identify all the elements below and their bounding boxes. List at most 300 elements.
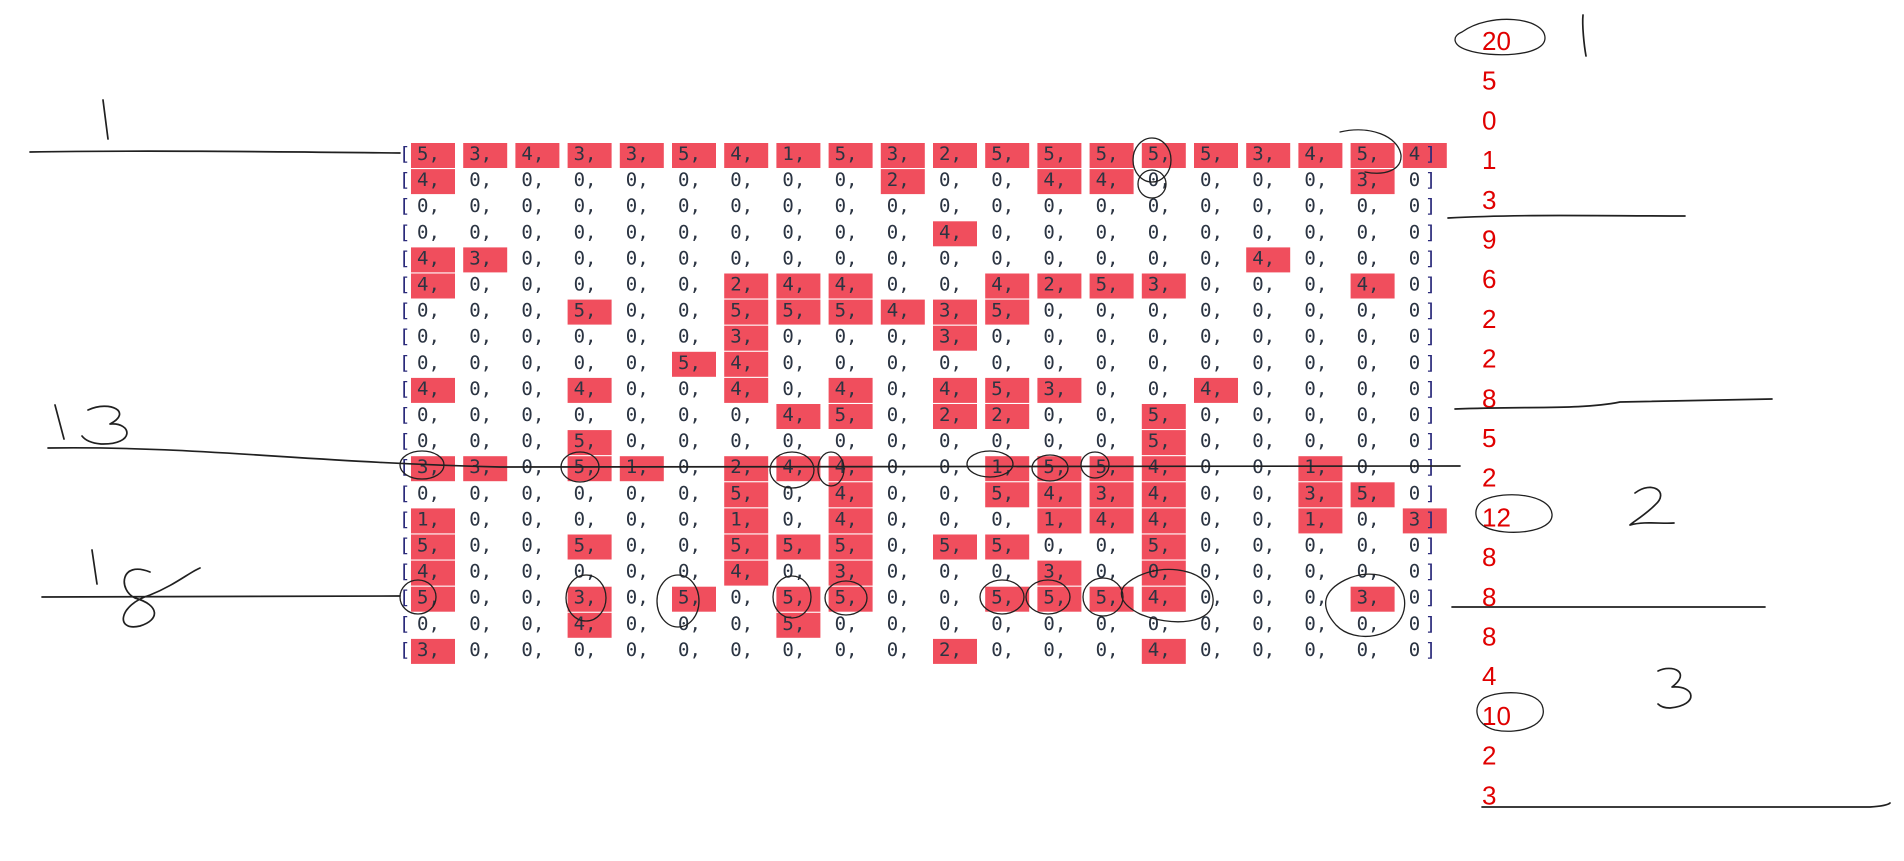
matrix-cell: 1, <box>1043 508 1067 531</box>
matrix-cell: 0, <box>625 273 649 296</box>
matrix-cell: 1, <box>1304 508 1328 531</box>
matrix-cell: 0, <box>417 612 440 635</box>
matrix-cell: 0, <box>1252 195 1276 218</box>
matrix-cell: 0, <box>1095 221 1119 244</box>
matrix-cell: 0, <box>469 169 493 192</box>
matrix-cell: 5, <box>1147 404 1171 426</box>
row-open-bracket: [ <box>399 482 411 505</box>
row-sum-value: 8 <box>1482 542 1497 573</box>
row-open-bracket: [ <box>399 221 411 244</box>
matrix-cell: 0, <box>1304 560 1328 583</box>
matrix-cell: 4, <box>834 456 858 479</box>
matrix-cell: 0, <box>1252 638 1276 661</box>
matrix-cell: 0, <box>886 351 910 374</box>
matrix-cell: 3, <box>1356 586 1380 609</box>
matrix-cell: 0, <box>782 482 806 505</box>
matrix-cell: 4, <box>417 560 440 583</box>
label-left-bottom <box>100 580 108 587</box>
matrix-cell: 0, <box>1304 299 1328 322</box>
matrix-cell: 0, <box>625 169 649 192</box>
matrix-cell: 0, <box>834 638 858 661</box>
matrix-cell: 0, <box>1043 247 1067 270</box>
matrix-cell: 4, <box>939 377 962 400</box>
row-open-bracket: [ <box>399 195 411 218</box>
matrix-cell: 5, <box>1095 586 1119 609</box>
matrix-cell: 0 <box>1408 586 1421 609</box>
matrix-cell: 0, <box>834 351 858 374</box>
matrix-cell: 0, <box>1356 534 1380 557</box>
row-close-bracket: ] <box>1424 221 1437 244</box>
matrix-cell: 0, <box>730 586 754 609</box>
row-sum-value: 8 <box>1482 383 1497 414</box>
matrix-cell: 0, <box>782 508 806 531</box>
matrix-cell: 5, <box>1095 273 1119 296</box>
matrix-cell: 0, <box>991 612 1015 635</box>
matrix-cell: 4, <box>1095 508 1119 531</box>
matrix-cell: 0, <box>991 221 1015 244</box>
matrix-cell: 0, <box>1147 612 1171 635</box>
matrix-cell: 0, <box>886 430 910 453</box>
matrix-cell: 0 <box>1408 325 1421 348</box>
matrix-cell: 0, <box>1200 351 1223 374</box>
matrix-cell: 5, <box>573 456 597 479</box>
matrix-cell: 5, <box>991 299 1015 322</box>
matrix-cell: 0, <box>886 221 910 244</box>
matrix-cell: 3, <box>573 586 597 609</box>
matrix-cell: 0, <box>521 638 545 661</box>
matrix-cell: 0, <box>1043 612 1067 635</box>
matrix-cell: 0, <box>678 325 701 348</box>
matrix-cell: 0, <box>1304 377 1328 400</box>
matrix-cell: 0, <box>678 638 701 661</box>
matrix-cell: 3, <box>1043 377 1067 400</box>
matrix-cell: 3, <box>469 143 493 165</box>
matrix-cell: 0, <box>469 586 493 609</box>
matrix-cell: 5, <box>1095 456 1119 479</box>
matrix-cell: 0, <box>521 534 545 557</box>
matrix-cell: 0, <box>1304 612 1328 635</box>
matrix-cell: 0, <box>521 404 545 426</box>
matrix-cell: 0, <box>730 430 754 453</box>
matrix-cell: 0, <box>1043 638 1067 661</box>
matrix-cell: 3, <box>1095 482 1119 505</box>
matrix-cell: 3, <box>469 456 493 479</box>
row-close-bracket: ] <box>1424 430 1437 453</box>
matrix-cell: 0, <box>573 169 597 192</box>
matrix-cell: 2, <box>886 169 910 192</box>
matrix-cell: 0, <box>678 430 701 453</box>
row-sum-value: 3 <box>1482 780 1497 811</box>
matrix-row <box>399 561 1436 583</box>
row-open-bracket: [ <box>399 404 411 426</box>
matrix-cell: 0, <box>625 325 649 348</box>
matrix-cell: 0, <box>417 351 440 374</box>
matrix-cell: 0, <box>1147 351 1171 374</box>
matrix-cell: 0 <box>1408 273 1421 296</box>
matrix-cell: 4, <box>1147 638 1171 661</box>
matrix-row <box>399 482 1436 504</box>
matrix-cell: 0, <box>730 638 754 661</box>
matrix-cell: 0, <box>991 351 1015 374</box>
row-open-bracket: [ <box>399 534 411 557</box>
matrix-cell: 0, <box>1200 221 1223 244</box>
matrix-cell: 4, <box>834 273 858 296</box>
matrix-cell: 5, <box>417 534 440 557</box>
matrix-cell: 3, <box>1252 143 1276 165</box>
matrix-cell: 0, <box>1095 612 1119 635</box>
matrix-cell: 0, <box>834 195 858 218</box>
matrix-cell: 5, <box>730 482 754 505</box>
matrix-cell: 0 <box>1408 221 1421 244</box>
matrix-cell: 4, <box>573 612 597 635</box>
matrix-cell: 0, <box>886 638 910 661</box>
matrix-cell: 4, <box>1147 456 1171 479</box>
matrix-cell: 0, <box>1304 273 1328 296</box>
matrix-cell: 0, <box>625 351 649 374</box>
matrix-cell: 0, <box>625 612 649 635</box>
matrix-cell: 0, <box>1043 351 1067 374</box>
matrix-cell: 0 <box>1408 169 1421 192</box>
row-close-bracket: ] <box>1424 143 1437 165</box>
matrix-cell: 5, <box>834 143 858 165</box>
row-close-bracket: ] <box>1424 612 1437 635</box>
matrix-cell: 0, <box>886 534 910 557</box>
matrix-cell: 0, <box>1147 377 1171 400</box>
matrix-cell: 0, <box>782 195 806 218</box>
rating-matrix <box>399 143 1436 661</box>
matrix-cell: 0, <box>991 430 1015 453</box>
matrix-cell: 0, <box>1147 221 1171 244</box>
matrix-cell: 2, <box>939 638 962 661</box>
matrix-cell: 0, <box>678 404 701 426</box>
matrix-cell: 0, <box>1095 560 1119 583</box>
matrix-cell: 0, <box>469 482 493 505</box>
matrix-cell: 5, <box>991 377 1015 400</box>
matrix-cell: 4, <box>417 169 440 192</box>
matrix-cell: 0, <box>625 638 649 661</box>
matrix-cell: 0, <box>625 404 649 426</box>
matrix-cell: 0, <box>678 482 701 505</box>
matrix-cell: 0, <box>521 482 545 505</box>
matrix-cell: 5, <box>991 482 1015 505</box>
matrix-cell: 4, <box>417 273 440 296</box>
matrix-cell: 0, <box>1095 351 1119 374</box>
matrix-row <box>399 195 1436 217</box>
matrix-cell: 0, <box>469 221 493 244</box>
row-open-bracket: [ <box>399 325 411 348</box>
matrix-cell: 4, <box>782 273 806 296</box>
matrix-cell: 3, <box>469 247 493 270</box>
matrix-cell: 0, <box>678 456 701 479</box>
matrix-cell: 0, <box>625 586 649 609</box>
row-open-bracket: [ <box>399 273 411 296</box>
matrix-cell: 5, <box>1147 430 1171 453</box>
matrix-cell: 5, <box>730 534 754 557</box>
row-sum-value: 6 <box>1482 264 1497 295</box>
matrix-cell: 0, <box>1304 195 1328 218</box>
matrix-cell: 0, <box>417 299 440 322</box>
handwritten-1-left <box>103 100 108 139</box>
matrix-cell: 5, <box>1356 143 1380 165</box>
matrix-cell: 4 <box>1408 143 1421 165</box>
matrix-cell: 5, <box>991 534 1015 557</box>
matrix-cell: 4, <box>939 221 962 244</box>
row-sum-value: 12 <box>1482 502 1511 533</box>
matrix-cell: 0, <box>1095 299 1119 322</box>
matrix-cell: 0, <box>625 534 649 557</box>
matrix-cell: 4, <box>834 377 858 400</box>
matrix-cell: 0, <box>1252 430 1276 453</box>
matrix-cell: 0, <box>886 612 910 635</box>
matrix-cell: 0, <box>886 404 910 426</box>
matrix-cell: 0, <box>678 560 701 583</box>
matrix-cell: 5, <box>834 299 858 322</box>
matrix-cell: 0 <box>1408 351 1421 374</box>
matrix-row <box>399 430 1436 452</box>
matrix-cell: 4, <box>1356 273 1380 296</box>
matrix-cell: 0, <box>886 273 910 296</box>
matrix-cell: 0, <box>625 430 649 453</box>
matrix-cell: 0, <box>1200 273 1223 296</box>
matrix-cell: 0, <box>991 195 1015 218</box>
matrix-cell: 5, <box>991 586 1015 609</box>
matrix-cell: 5, <box>782 586 806 609</box>
row-close-bracket: ] <box>1424 169 1437 192</box>
matrix-cell: 2, <box>939 404 962 426</box>
matrix-cell: 5, <box>782 612 806 635</box>
matrix-cell: 0, <box>1200 430 1223 453</box>
matrix-cell: 5, <box>1147 143 1171 165</box>
matrix-cell: 0 <box>1408 534 1421 557</box>
matrix-cell: 0, <box>1252 377 1276 400</box>
row-open-bracket: [ <box>399 508 411 531</box>
matrix-cell: 0, <box>834 430 858 453</box>
matrix-cell: 0, <box>1252 534 1276 557</box>
right-divider-1 <box>1448 216 1685 219</box>
matrix-cell: 0, <box>1200 456 1223 479</box>
matrix-cell: 0, <box>1095 404 1119 426</box>
row-sum-value: 10 <box>1482 700 1511 731</box>
row-close-bracket: ] <box>1424 377 1437 400</box>
matrix-cell: 3, <box>939 325 962 348</box>
label-right-2 <box>1650 505 1654 512</box>
matrix-cell: 0, <box>1304 534 1328 557</box>
matrix-cell: 0, <box>521 351 545 374</box>
matrix-cell: 0, <box>1147 299 1171 322</box>
matrix-cell: 0, <box>1043 325 1067 348</box>
right-divider-4 <box>1482 803 1890 807</box>
matrix-cell: 4, <box>991 273 1015 296</box>
row-open-bracket: [ <box>399 299 411 322</box>
matrix-cell: 0, <box>834 612 858 635</box>
row-close-bracket: ] <box>1424 560 1437 583</box>
matrix-cell: 4, <box>1147 508 1171 531</box>
label-right-1 <box>1584 35 1588 42</box>
matrix-cell: 0, <box>1304 247 1328 270</box>
matrix-cell: 0, <box>730 221 754 244</box>
matrix-cell: 0, <box>1356 430 1380 453</box>
matrix-cell: 0, <box>469 195 493 218</box>
matrix-cell: 3, <box>417 456 440 479</box>
matrix-cell: 0, <box>939 456 962 479</box>
matrix-cell: 0, <box>991 169 1015 192</box>
matrix-row <box>399 404 1436 426</box>
guide-line-row-18 <box>42 596 400 597</box>
matrix-cell: 0, <box>1147 169 1171 192</box>
matrix-cell: 0, <box>1252 325 1276 348</box>
matrix-cell: 0 <box>1408 404 1421 426</box>
row-open-bracket: [ <box>399 143 411 165</box>
matrix-cell: 0, <box>991 638 1015 661</box>
matrix-cell: 4, <box>1043 482 1067 505</box>
matrix-cell: 0, <box>1252 221 1276 244</box>
matrix-cell: 5, <box>834 586 858 609</box>
matrix-cell: 5, <box>1043 456 1067 479</box>
matrix-cell: 0, <box>834 247 858 270</box>
matrix-cell: 1, <box>991 456 1015 479</box>
row-open-bracket: [ <box>399 612 411 635</box>
matrix-cell: 4, <box>417 247 440 270</box>
matrix-cell: 0 <box>1408 377 1421 400</box>
matrix-cell: 0, <box>1200 299 1223 322</box>
row-close-bracket: ] <box>1424 456 1437 479</box>
matrix-cell: 3, <box>1043 560 1067 583</box>
matrix-cell: 0, <box>1095 247 1119 270</box>
matrix-cell: 0, <box>1200 560 1223 583</box>
matrix-cell: 0, <box>1356 221 1380 244</box>
matrix-cell: 0, <box>1200 534 1223 557</box>
matrix-cell: 4, <box>782 456 806 479</box>
matrix-cell: 0, <box>730 612 754 635</box>
row-sum-value: 0 <box>1482 105 1497 136</box>
matrix-cell: 0, <box>1304 169 1328 192</box>
matrix-cell: 0, <box>730 169 754 192</box>
row-close-bracket: ] <box>1424 299 1437 322</box>
matrix-cell: 0, <box>678 221 701 244</box>
matrix-cell: 0, <box>678 377 701 400</box>
matrix-cell: 5, <box>782 299 806 322</box>
matrix-cell: 0, <box>1043 299 1067 322</box>
matrix-cell: 0, <box>886 586 910 609</box>
matrix-cell: 5, <box>1095 143 1119 165</box>
matrix-cell: 0, <box>1095 377 1119 400</box>
matrix-cell: 0, <box>521 456 545 479</box>
matrix-cell: 0, <box>782 221 806 244</box>
matrix-cell: 0 <box>1408 560 1421 583</box>
matrix-cell: 0, <box>1147 247 1171 270</box>
matrix-cell: 0, <box>1252 482 1276 505</box>
row-close-bracket: ] <box>1424 195 1437 218</box>
matrix-cell: 0, <box>521 586 545 609</box>
matrix-cell: 5, <box>573 430 597 453</box>
matrix-cell: 0, <box>469 560 493 583</box>
matrix-cell: 0, <box>939 482 962 505</box>
matrix-cell: 5, <box>991 143 1015 165</box>
matrix-cell: 0 <box>1408 430 1421 453</box>
matrix-cell: 5, <box>1356 482 1380 505</box>
matrix-cell: 0, <box>1252 508 1276 531</box>
matrix-cell: 0, <box>1304 325 1328 348</box>
matrix-cell: 4, <box>730 351 754 374</box>
matrix-cell: 5, <box>1043 143 1067 165</box>
matrix-cell: 3, <box>1356 169 1380 192</box>
matrix-cell: 0, <box>1043 534 1067 557</box>
handwritten-18-left <box>92 550 200 627</box>
matrix-cell: 3, <box>730 325 754 348</box>
matrix-cell: 0, <box>573 221 597 244</box>
matrix-cell: 3, <box>625 143 649 165</box>
matrix-cell: 0, <box>886 508 910 531</box>
matrix-cell: 0, <box>1200 508 1223 531</box>
matrix-cell: 0, <box>521 299 545 322</box>
matrix-cell: 0 <box>1408 612 1421 635</box>
matrix-row <box>399 587 1436 609</box>
row-open-bracket: [ <box>399 247 411 270</box>
row-sum-value: 2 <box>1482 740 1497 771</box>
matrix-cell: 0, <box>1200 169 1223 192</box>
matrix-cell: 3, <box>1147 273 1171 296</box>
row-close-bracket: ] <box>1424 351 1437 374</box>
matrix-cell: 5, <box>834 404 858 426</box>
matrix-cell: 4, <box>1304 143 1328 165</box>
matrix-cell: 0, <box>573 404 597 426</box>
matrix-cell: 0, <box>1356 404 1380 426</box>
matrix-cell: 0, <box>521 273 545 296</box>
matrix-cell: 0, <box>521 195 545 218</box>
matrix-cell: 0, <box>939 273 962 296</box>
matrix-cell: 4, <box>1043 169 1067 192</box>
row-sum-value: 5 <box>1482 65 1497 96</box>
matrix-cell: 0, <box>1252 299 1276 322</box>
matrix-cell: 0, <box>469 404 493 426</box>
matrix-cell: 0, <box>469 612 493 635</box>
matrix-cell: 0, <box>1304 586 1328 609</box>
label-right-3 <box>1675 685 1679 692</box>
row-sum-value: 8 <box>1482 581 1497 612</box>
matrix-cell: 0, <box>991 325 1015 348</box>
matrix-row <box>399 613 1436 635</box>
matrix-cell: 0, <box>1095 430 1119 453</box>
matrix-cell: 0, <box>678 247 701 270</box>
matrix-cell: 0, <box>573 508 597 531</box>
matrix-cell: 0, <box>1043 430 1067 453</box>
matrix-cell: 0, <box>886 456 910 479</box>
row-sum-value: 20 <box>1482 26 1511 56</box>
matrix-cell: 0, <box>625 508 649 531</box>
matrix-cell: 3, <box>886 143 910 165</box>
matrix-cell: 0 <box>1408 482 1421 505</box>
row-sum-value: 3 <box>1482 184 1497 215</box>
matrix-cell: 0, <box>1252 351 1276 374</box>
matrix-cell: 0, <box>1252 456 1276 479</box>
matrix-cell: 0, <box>1095 638 1119 661</box>
matrix-row <box>399 352 1436 374</box>
matrix-cell: 5, <box>1200 143 1223 165</box>
matrix-cell: 4, <box>1147 586 1171 609</box>
matrix-cell: 0, <box>886 325 910 348</box>
matrix-cell: 5, <box>939 534 962 557</box>
matrix-cell: 0, <box>939 169 962 192</box>
matrix-cell: 0, <box>1147 195 1171 218</box>
highlight-layer <box>411 143 1447 664</box>
matrix-cell: 0, <box>1356 612 1380 635</box>
matrix-cell: 0 <box>1408 456 1421 479</box>
matrix-cell: 0, <box>521 508 545 531</box>
matrix-cell: 1, <box>417 508 440 531</box>
matrix-cell: 0, <box>782 325 806 348</box>
matrix-cell: 0, <box>521 430 545 453</box>
matrix-cell: 0 <box>1408 299 1421 322</box>
